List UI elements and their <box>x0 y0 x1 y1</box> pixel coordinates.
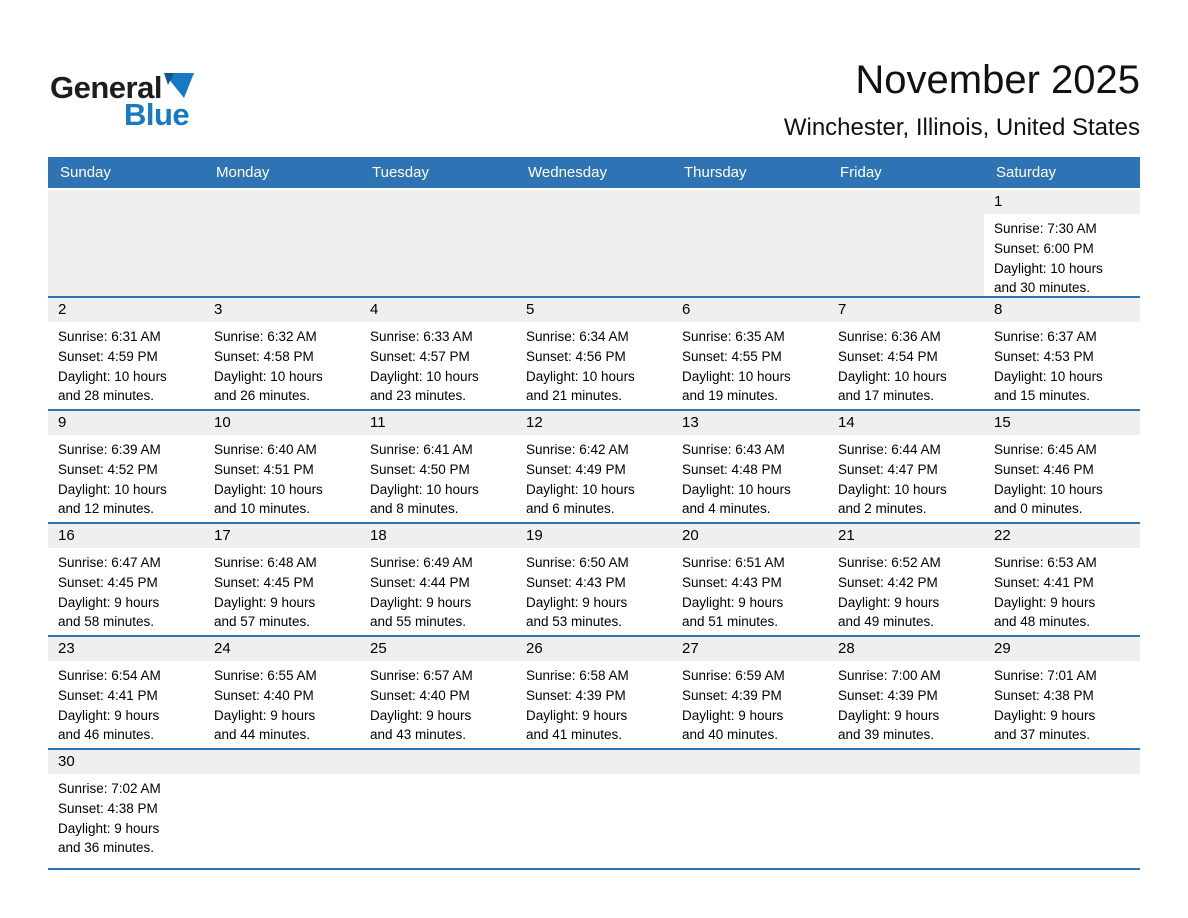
day-number: 23 <box>48 637 204 661</box>
detail-line: Sunset: 4:40 PM <box>370 687 470 703</box>
day-details <box>672 548 828 632</box>
day-cell-30 <box>48 750 204 868</box>
day-number: 6 <box>672 298 828 322</box>
day-number: 4 <box>360 298 516 322</box>
detail-line: and 8 minutes. <box>370 501 459 517</box>
day-number: 1 <box>984 190 1140 214</box>
day-details <box>48 774 204 858</box>
day-details <box>672 322 828 406</box>
detail-line: Sunrise: 6:44 AM <box>838 442 941 457</box>
day-number: 13 <box>672 411 828 435</box>
detail-line: Sunset: 4:46 PM <box>994 461 1094 477</box>
detail-line: and 57 minutes. <box>214 614 311 630</box>
day-details <box>516 548 672 632</box>
detail-line: Sunset: 4:41 PM <box>58 687 158 703</box>
empty-cell <box>516 750 672 868</box>
detail-line: Daylight: 9 hours <box>58 820 160 836</box>
detail-line: Sunset: 4:39 PM <box>838 687 938 703</box>
detail-line: and 40 minutes. <box>682 727 779 743</box>
detail-line: Daylight: 10 hours <box>214 481 323 497</box>
detail-line: Sunset: 4:53 PM <box>994 348 1094 364</box>
day-details <box>516 774 672 779</box>
detail-line: Sunrise: 6:32 AM <box>214 329 317 344</box>
weekday-tuesday: Tuesday <box>372 164 429 181</box>
empty-cell <box>204 190 360 296</box>
day-details <box>204 435 360 519</box>
detail-line: Sunrise: 6:36 AM <box>838 329 941 344</box>
detail-line: Sunset: 6:00 PM <box>994 240 1094 256</box>
day-details <box>204 322 360 406</box>
day-cell-7 <box>828 298 984 409</box>
day-details <box>828 322 984 406</box>
detail-line: Sunrise: 6:35 AM <box>682 329 785 344</box>
calendar-weeks <box>48 190 1140 868</box>
detail-line: Daylight: 10 hours <box>682 368 791 384</box>
detail-line: Daylight: 10 hours <box>994 368 1103 384</box>
day-number: 26 <box>516 637 672 661</box>
detail-line: Daylight: 9 hours <box>526 707 628 723</box>
day-cell-13 <box>672 411 828 522</box>
detail-line: and 17 minutes. <box>838 388 935 404</box>
detail-line: Sunrise: 6:40 AM <box>214 442 317 457</box>
day-cell-22 <box>984 524 1140 635</box>
detail-line: Sunrise: 7:01 AM <box>994 668 1097 683</box>
day-number: 24 <box>204 637 360 661</box>
detail-line: Sunrise: 6:47 AM <box>58 555 161 570</box>
day-cell-11 <box>360 411 516 522</box>
day-details <box>516 661 672 745</box>
day-details <box>984 435 1140 519</box>
detail-line: and 12 minutes. <box>58 501 155 517</box>
page-subtitle: Winchester, Illinois, United States <box>783 114 1140 141</box>
day-cell-19 <box>516 524 672 635</box>
weekday-sunday: Sunday <box>60 164 111 181</box>
day-details <box>48 661 204 745</box>
detail-line: Sunset: 4:43 PM <box>682 574 782 590</box>
empty-cell <box>360 750 516 868</box>
day-details <box>516 435 672 519</box>
day-number: 20 <box>672 524 828 548</box>
page-title: November 2025 <box>855 58 1140 102</box>
day-cell-8 <box>984 298 1140 409</box>
day-cell-10 <box>204 411 360 522</box>
detail-line: Sunset: 4:43 PM <box>526 574 626 590</box>
empty-cell <box>672 190 828 296</box>
empty-cell <box>828 750 984 868</box>
day-cell-24 <box>204 637 360 748</box>
day-number <box>360 190 516 214</box>
weekday-friday: Friday <box>840 164 882 181</box>
empty-cell <box>516 190 672 296</box>
day-cell-18 <box>360 524 516 635</box>
weekday-saturday: Saturday <box>996 164 1057 181</box>
day-cell-27 <box>672 637 828 748</box>
detail-line: Daylight: 9 hours <box>526 594 628 610</box>
detail-line: and 26 minutes. <box>214 388 311 404</box>
detail-line: Sunset: 4:47 PM <box>838 461 938 477</box>
day-number: 28 <box>828 637 984 661</box>
empty-cell <box>828 190 984 296</box>
detail-line: Sunset: 4:41 PM <box>994 574 1094 590</box>
weekday-wednesday: Wednesday <box>528 164 607 181</box>
detail-line: Sunset: 4:48 PM <box>682 461 782 477</box>
day-cell-16 <box>48 524 204 635</box>
detail-line: Sunrise: 6:58 AM <box>526 668 629 683</box>
day-details <box>204 661 360 745</box>
detail-line: Sunrise: 6:41 AM <box>370 442 473 457</box>
day-number <box>204 190 360 214</box>
calendar <box>48 157 1140 870</box>
day-details <box>204 548 360 632</box>
day-cell-25 <box>360 637 516 748</box>
day-cell-15 <box>984 411 1140 522</box>
detail-line: Sunset: 4:45 PM <box>58 574 158 590</box>
detail-line: Sunrise: 6:51 AM <box>682 555 785 570</box>
detail-line: Sunset: 4:39 PM <box>682 687 782 703</box>
day-number: 19 <box>516 524 672 548</box>
day-cell-20 <box>672 524 828 635</box>
day-cell-29 <box>984 637 1140 748</box>
detail-line: and 19 minutes. <box>682 388 779 404</box>
detail-line: Daylight: 9 hours <box>838 594 940 610</box>
day-number: 10 <box>204 411 360 435</box>
detail-line: Sunset: 4:57 PM <box>370 348 470 364</box>
detail-line: Daylight: 10 hours <box>526 481 635 497</box>
detail-line: Daylight: 9 hours <box>370 707 472 723</box>
day-number: 15 <box>984 411 1140 435</box>
day-details <box>48 322 204 406</box>
detail-line: and 48 minutes. <box>994 614 1091 630</box>
detail-line: Sunrise: 7:00 AM <box>838 668 941 683</box>
day-details <box>828 774 984 779</box>
day-cell-1 <box>984 190 1140 296</box>
empty-cell <box>984 750 1140 868</box>
detail-line: and 41 minutes. <box>526 727 623 743</box>
day-details <box>204 214 360 219</box>
detail-line: Daylight: 9 hours <box>58 707 160 723</box>
detail-line: Daylight: 10 hours <box>58 481 167 497</box>
detail-line: Sunrise: 6:45 AM <box>994 442 1097 457</box>
day-number <box>516 750 672 774</box>
day-cell-2 <box>48 298 204 409</box>
detail-line: Sunset: 4:39 PM <box>526 687 626 703</box>
empty-cell <box>48 190 204 296</box>
detail-line: Daylight: 9 hours <box>994 707 1096 723</box>
day-number <box>984 750 1140 774</box>
day-details <box>48 214 204 219</box>
day-number: 27 <box>672 637 828 661</box>
day-number: 14 <box>828 411 984 435</box>
detail-line: and 28 minutes. <box>58 388 155 404</box>
day-details <box>672 214 828 219</box>
detail-line: Sunset: 4:52 PM <box>58 461 158 477</box>
day-number: 11 <box>360 411 516 435</box>
day-cell-23 <box>48 637 204 748</box>
day-details <box>360 435 516 519</box>
day-details <box>984 214 1140 296</box>
logo-text-blue: Blue <box>124 97 190 132</box>
day-number <box>672 190 828 214</box>
detail-line: Daylight: 10 hours <box>994 260 1103 276</box>
empty-cell <box>360 190 516 296</box>
week-row <box>48 190 1140 296</box>
week-row <box>48 296 1140 409</box>
day-details <box>672 661 828 745</box>
day-details <box>984 322 1140 406</box>
day-number <box>672 750 828 774</box>
day-details <box>360 774 516 779</box>
detail-line: Sunrise: 6:53 AM <box>994 555 1097 570</box>
day-cell-4 <box>360 298 516 409</box>
detail-line: and 15 minutes. <box>994 388 1091 404</box>
day-number: 16 <box>48 524 204 548</box>
detail-line: Sunrise: 6:59 AM <box>682 668 785 683</box>
day-number: 7 <box>828 298 984 322</box>
detail-line: Daylight: 10 hours <box>58 368 167 384</box>
day-number <box>828 750 984 774</box>
day-number: 29 <box>984 637 1140 661</box>
day-cell-3 <box>204 298 360 409</box>
detail-line: Sunrise: 6:50 AM <box>526 555 629 570</box>
detail-line: and 0 minutes. <box>994 501 1083 517</box>
week-row <box>48 522 1140 635</box>
detail-line: and 46 minutes. <box>58 727 155 743</box>
detail-line: Sunrise: 6:49 AM <box>370 555 473 570</box>
day-cell-6 <box>672 298 828 409</box>
day-number: 9 <box>48 411 204 435</box>
detail-line: Daylight: 9 hours <box>838 707 940 723</box>
general-blue-logo <box>50 72 230 130</box>
day-details <box>984 548 1140 632</box>
logo-text-general: General <box>50 70 162 105</box>
day-details <box>828 661 984 745</box>
detail-line: and 53 minutes. <box>526 614 623 630</box>
day-cell-21 <box>828 524 984 635</box>
detail-line: and 39 minutes. <box>838 727 935 743</box>
day-details <box>984 774 1140 779</box>
detail-line: Sunset: 4:56 PM <box>526 348 626 364</box>
detail-line: Sunset: 4:38 PM <box>58 800 158 816</box>
detail-line: and 44 minutes. <box>214 727 311 743</box>
empty-cell <box>672 750 828 868</box>
day-number <box>204 750 360 774</box>
day-number: 17 <box>204 524 360 548</box>
detail-line: Sunrise: 6:34 AM <box>526 329 629 344</box>
day-cell-17 <box>204 524 360 635</box>
day-details <box>360 548 516 632</box>
detail-line: and 10 minutes. <box>214 501 311 517</box>
day-details <box>48 548 204 632</box>
week-row <box>48 748 1140 868</box>
day-number: 3 <box>204 298 360 322</box>
detail-line: Sunrise: 6:57 AM <box>370 668 473 683</box>
day-details <box>360 661 516 745</box>
day-number: 5 <box>516 298 672 322</box>
day-details <box>672 435 828 519</box>
day-details <box>204 774 360 779</box>
detail-line: Daylight: 10 hours <box>682 481 791 497</box>
detail-line: and 55 minutes. <box>370 614 467 630</box>
detail-line: Daylight: 10 hours <box>526 368 635 384</box>
detail-line: Daylight: 10 hours <box>994 481 1103 497</box>
detail-line: Daylight: 9 hours <box>994 594 1096 610</box>
detail-line: Sunrise: 6:33 AM <box>370 329 473 344</box>
detail-line: Sunrise: 6:54 AM <box>58 668 161 683</box>
detail-line: Sunrise: 6:42 AM <box>526 442 629 457</box>
detail-line: Sunrise: 6:52 AM <box>838 555 941 570</box>
day-cell-9 <box>48 411 204 522</box>
day-number: 2 <box>48 298 204 322</box>
detail-line: Sunrise: 6:43 AM <box>682 442 785 457</box>
day-details <box>672 774 828 779</box>
detail-line: Sunset: 4:44 PM <box>370 574 470 590</box>
detail-line: and 4 minutes. <box>682 501 771 517</box>
day-details <box>828 214 984 219</box>
day-details <box>828 435 984 519</box>
day-number: 18 <box>360 524 516 548</box>
detail-line: Sunrise: 6:48 AM <box>214 555 317 570</box>
detail-line: Sunrise: 6:37 AM <box>994 329 1097 344</box>
detail-line: Daylight: 10 hours <box>214 368 323 384</box>
detail-line: Daylight: 10 hours <box>838 481 947 497</box>
day-number: 25 <box>360 637 516 661</box>
empty-cell <box>204 750 360 868</box>
detail-line: and 36 minutes. <box>58 840 155 856</box>
day-number: 22 <box>984 524 1140 548</box>
detail-line: Sunset: 4:50 PM <box>370 461 470 477</box>
detail-line: Daylight: 10 hours <box>838 368 947 384</box>
detail-line: Sunset: 4:54 PM <box>838 348 938 364</box>
detail-line: Sunset: 4:59 PM <box>58 348 158 364</box>
detail-line: and 6 minutes. <box>526 501 615 517</box>
detail-line: Daylight: 9 hours <box>370 594 472 610</box>
detail-line: Sunset: 4:51 PM <box>214 461 314 477</box>
week-row <box>48 635 1140 748</box>
detail-line: Sunset: 4:38 PM <box>994 687 1094 703</box>
detail-line: Sunrise: 6:55 AM <box>214 668 317 683</box>
day-number <box>48 190 204 214</box>
day-details <box>516 322 672 406</box>
weekday-monday: Monday <box>216 164 270 181</box>
day-details <box>516 214 672 219</box>
weekday-thursday: Thursday <box>684 164 747 181</box>
detail-line: Daylight: 9 hours <box>214 707 316 723</box>
day-number: 21 <box>828 524 984 548</box>
day-number: 8 <box>984 298 1140 322</box>
day-number <box>828 190 984 214</box>
detail-line: Daylight: 9 hours <box>682 594 784 610</box>
week-row <box>48 409 1140 522</box>
day-cell-28 <box>828 637 984 748</box>
day-cell-26 <box>516 637 672 748</box>
detail-line: and 23 minutes. <box>370 388 467 404</box>
day-cell-5 <box>516 298 672 409</box>
day-details <box>984 661 1140 745</box>
detail-line: Sunset: 4:40 PM <box>214 687 314 703</box>
detail-line: and 21 minutes. <box>526 388 623 404</box>
detail-line: Sunrise: 6:31 AM <box>58 329 161 344</box>
detail-line: Daylight: 10 hours <box>370 481 479 497</box>
detail-line: and 2 minutes. <box>838 501 927 517</box>
day-number <box>360 750 516 774</box>
detail-line: Daylight: 9 hours <box>58 594 160 610</box>
detail-line: and 37 minutes. <box>994 727 1091 743</box>
detail-line: Daylight: 9 hours <box>214 594 316 610</box>
header-titles <box>784 58 1140 142</box>
detail-line: and 43 minutes. <box>370 727 467 743</box>
detail-line: and 58 minutes. <box>58 614 155 630</box>
detail-line: and 49 minutes. <box>838 614 935 630</box>
detail-line: Sunset: 4:49 PM <box>526 461 626 477</box>
detail-line: Sunset: 4:42 PM <box>838 574 938 590</box>
detail-line: and 30 minutes. <box>994 280 1091 296</box>
day-details <box>360 214 516 219</box>
detail-line: and 51 minutes. <box>682 614 779 630</box>
detail-line: Sunset: 4:45 PM <box>214 574 314 590</box>
detail-line: Daylight: 9 hours <box>682 707 784 723</box>
day-details <box>48 435 204 519</box>
detail-line: Sunrise: 6:39 AM <box>58 442 161 457</box>
detail-line: Sunrise: 7:02 AM <box>58 781 161 796</box>
day-number: 12 <box>516 411 672 435</box>
day-cell-12 <box>516 411 672 522</box>
detail-line: Sunset: 4:58 PM <box>214 348 314 364</box>
detail-line: Sunset: 4:55 PM <box>682 348 782 364</box>
detail-line: Sunrise: 7:30 AM <box>994 221 1097 236</box>
day-details <box>828 548 984 632</box>
day-cell-14 <box>828 411 984 522</box>
day-details <box>360 322 516 406</box>
day-number <box>516 190 672 214</box>
day-number: 30 <box>48 750 204 774</box>
weekday-header-row <box>48 157 1140 188</box>
detail-line: Daylight: 10 hours <box>370 368 479 384</box>
